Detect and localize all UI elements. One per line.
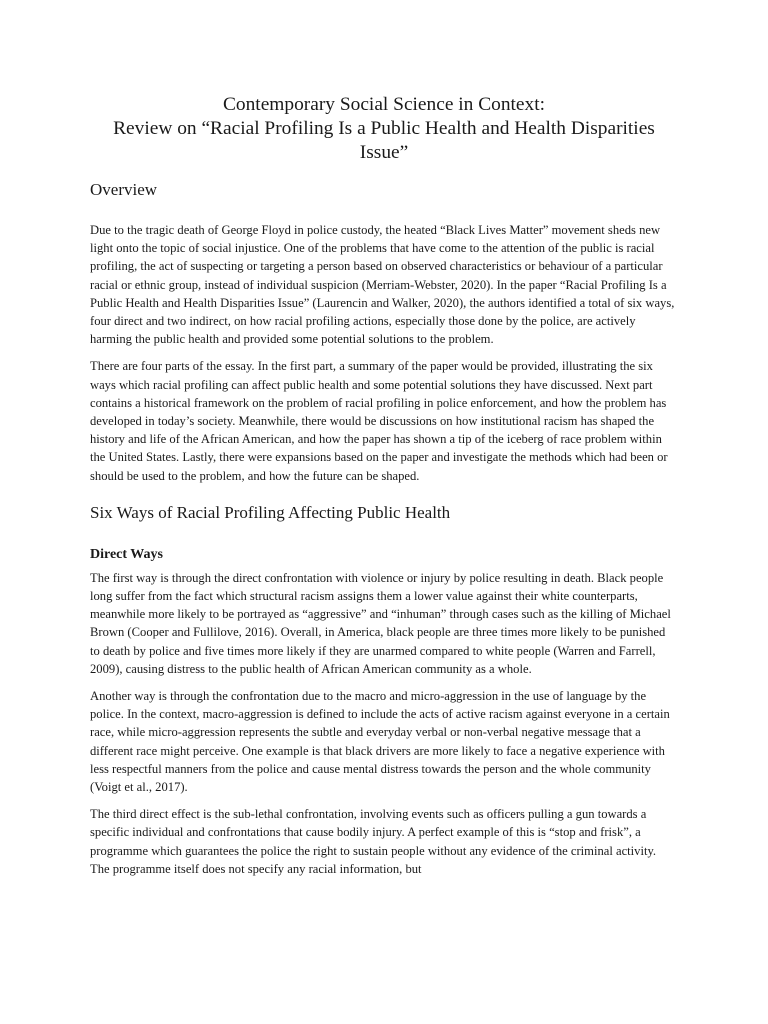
overview-paragraph-2: There are four parts of the essay. In the first part, a summary of the paper would be provided, illustrating the six ways which racial profiling can affect public health and some potential solutions they have discussed. Next part contains a historical framework on the problem of racial profiling in police enforcement, and how the problem has developed in today’s society. Meanwhile, there would be discussions on how institutional racism has shaped the history and life of the African American, and how the paper has shown a tip of the iceberg of race problem within the United States. Lastly, there were expansions based on the paper and investigate the methods which had been or should be used to the problem, and how the future can be shaped. xyxy=(90,359,668,483)
title-line-2: Review on “Racial Profiling Is a Public Health and Health Disparities xyxy=(113,118,655,139)
overview-heading: Overview xyxy=(90,180,158,199)
title-line-1: Contemporary Social Science in Context: xyxy=(222,94,546,115)
title-line-3: Issue” xyxy=(359,142,409,163)
overview-section xyxy=(90,221,678,485)
direct-ways-paragraph-2: Another way is through the confrontation due to the macro and micro-aggression in the use of language by the police. In the context, macro-aggression is defined to include the acts of active racism against everyone in a certain race, while micro-aggression represents the subtle and everyday verbal or non-verbal negative message that a different race might perceive. One example is that black drivers are more likely to face a negative experience with less respectful manners from the police and cause mental distress towards the person and the whole community (Voigt et al., 2017). xyxy=(90,689,670,795)
direct-ways-section xyxy=(90,569,678,878)
direct-ways-paragraph-1: The first way is through the direct confrontation with violence or injury by police resulting in death. Black people long suffer from the fact which structural racism assigns them a lower value against their white counterparts, meanwhile more likely to be portrayed as “aggressive” and “inhuman” through cases such as the killing of Michael Brown (Cooper and Fullilove, 2016). Overall, in America, black people are three times more likely to be punished to death by police and five times more likely if they are unarmed compared to white people (Warren and Farrell, 2009), causing distress to the public health of African American community as a whole. xyxy=(90,570,671,676)
overview-paragraph-1: Due to the tragic death of George Floyd in police custody, the heated “Black Lives Matter” movement sheds new light onto the topic of social injustice. One of the problems that have come to the attention of the public is racial profiling, the act of suspecting or targeting a person based on observed characteristics or behaviour of a particular racial or ethnic group, instead of individual suspicion (Merriam-Webster, 2020). In the paper “Racial Profiling Is a Public Health and Health Disparities Issue” (Laurencin and Walker, 2020), the authors identified a total of six ways, four direct and two indirect, on how racial profiling actions, especially those done by the police, are actively harming the public health and provided some potential solutions to the problem. xyxy=(90,223,675,347)
document-title xyxy=(90,93,678,165)
direct-ways-paragraph-3: The third direct effect is the sub-lethal confrontation, involving events such as officers pulling a gun towards a specific individual and confrontations that cause bodily injury. A perfect example of this is “stop and frisk”, a programme which guarantees the police the right to sustain people without any evidence of the criminal activity. The programme itself does not specify any racial information, but xyxy=(90,807,657,876)
six-ways-heading: Six Ways of Racial Profiling Affecting Public Health xyxy=(90,502,451,522)
direct-ways-heading: Direct Ways xyxy=(90,546,163,562)
